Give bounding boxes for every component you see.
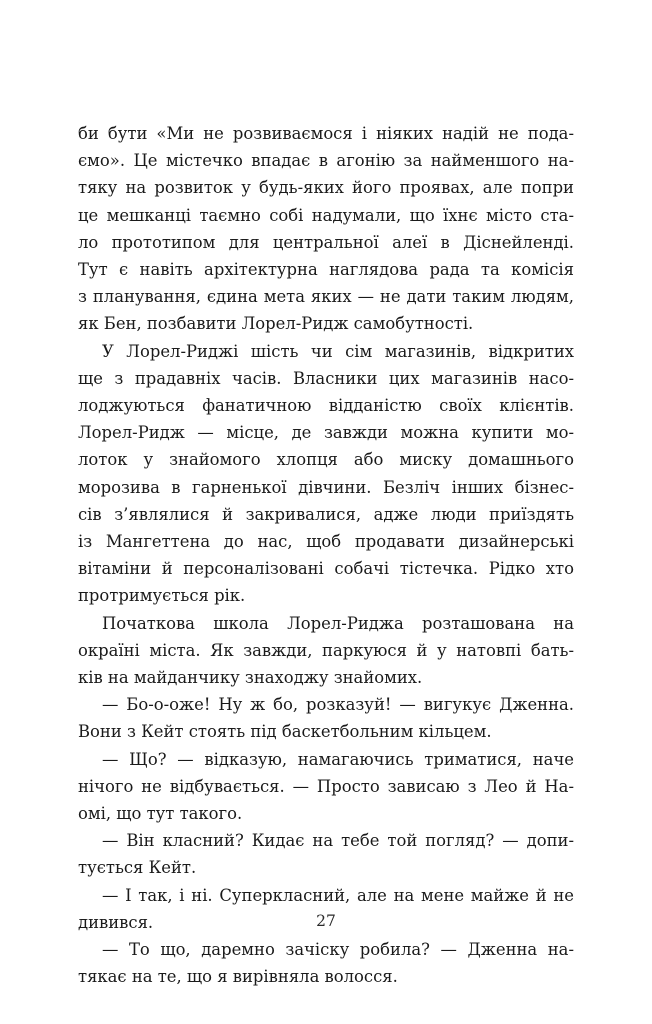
text-line: сів з’являлися й закривалися, адже люди приїздять xyxy=(78,504,574,524)
text-line: ще з прадавніх часів. Власники цих магазинів насо- xyxy=(78,368,574,388)
text-line: дивився. xyxy=(78,912,154,932)
text-line: ло прототипом для центральної алеї в Діснейленді. xyxy=(78,232,574,252)
text-line: би бути «Ми не розвиваємося і ніяких надій не пода- xyxy=(78,124,574,143)
paragraph xyxy=(78,936,574,990)
text-line: — То що, даремно зачіску робила? — Дженна на- xyxy=(102,940,574,960)
text-line: тяку на розвиток у будь-яких його проявах, але попри xyxy=(78,178,574,198)
paragraph xyxy=(78,691,574,745)
text-line: Початкова школа Лорел-Риджа розташована на xyxy=(102,613,574,633)
text-line: Тут є навіть архітектурна наглядова рада та комісія xyxy=(78,260,574,280)
text-line: як Бен, позбавити Лорел-Ридж самобутності. xyxy=(78,314,474,334)
text-line: протримується рік. xyxy=(78,586,246,606)
text-line: із Мангеттена до нас, щоб продавати дизайнерські xyxy=(78,532,574,552)
text-line: тується Кейт. xyxy=(78,858,197,878)
paragraph xyxy=(78,120,574,338)
page-number: 27 xyxy=(316,912,336,930)
text-line: це мешканці таємно собі надумали, що їхнє місто ста- xyxy=(78,205,574,225)
text-line: — Він класний? Кидає на тебе той погляд? — допи- xyxy=(102,831,574,851)
paragraph xyxy=(78,338,574,610)
text-line: окраїні міста. Як завжди, паркуюся й у натовпі бать- xyxy=(78,640,574,660)
text-line: — І так, і ні. Суперкласний, але на мене майже й не xyxy=(102,885,574,905)
text-line: У Лорел-Риджі шість чи сім магазинів, відкритих xyxy=(102,341,574,361)
text-line: лоджуються фанатичною відданістю своїх клієнтів. xyxy=(78,396,574,416)
text-line: омі, що тут такого. xyxy=(78,804,243,824)
text-line: нічого не відбувається. — Просто зависаю з Лео й На- xyxy=(78,776,574,796)
body-text xyxy=(78,120,574,991)
text-line: ємо». Це містечко впадає в агонію за найменшого на- xyxy=(78,151,574,171)
text-line: ків на майданчику знаходжу знайомих. xyxy=(78,668,423,688)
text-line: морозива в гарненької дівчини. Безліч інших бізнес- xyxy=(78,477,574,497)
text-line: вітаміни й персоналізовані собачі тістечка. Рідко хто xyxy=(78,559,574,579)
text-line: — Що? — відказую, намагаючись триматися, наче xyxy=(102,749,574,769)
text-line: з планування, єдина мета яких — не дати таким людям, xyxy=(78,287,574,307)
text-line: тякає на те, що я вирівняла волосся. xyxy=(78,967,398,987)
text-line: лоток у знайомого хлопця або миску домашнього xyxy=(78,450,574,470)
text-line: Вони з Кейт стоять під баскетбольним кільцем. xyxy=(78,722,492,742)
paragraph xyxy=(78,610,574,692)
paragraph xyxy=(78,827,574,881)
text-line: Лорел-Ридж — місце, де завжди можна купити мо- xyxy=(78,423,574,443)
paragraph xyxy=(78,746,574,828)
text-line: — Бо-о-оже! Ну ж бо, розказуй! — вигукує Дженна. xyxy=(102,695,574,715)
